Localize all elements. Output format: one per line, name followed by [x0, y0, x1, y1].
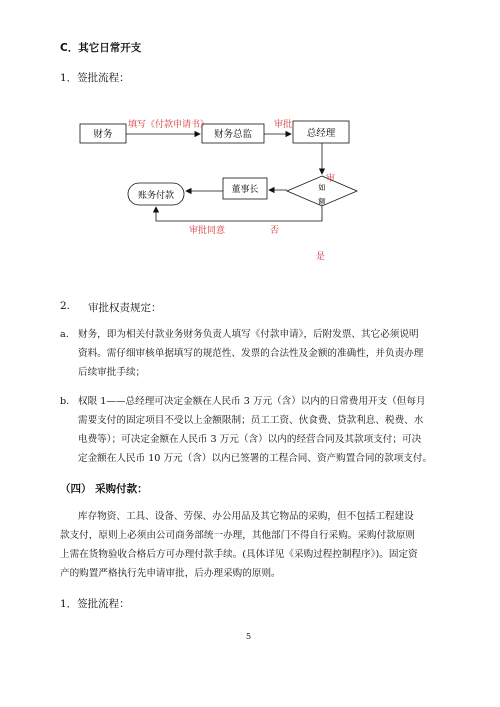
label-no: 否	[270, 226, 280, 236]
label-approve: 审批	[274, 120, 293, 130]
arrow-decision-pay	[156, 206, 322, 221]
para-b-line-1: 权限 1——总经理可决定金额在人民币 3 万元（含）以内的日常费用开支（但每月	[78, 396, 426, 407]
approval-flow-diagram	[0, 0, 500, 270]
sec2-number: 2.	[60, 300, 71, 312]
sec2-title: 审批权责规定：	[88, 302, 162, 314]
node-pay-label: 账务付款	[137, 191, 175, 201]
para-b-line-3: 电费等）；可决定金额在人民币 3 万元（含）以内的经营合同及其款项支付；可决	[78, 434, 422, 445]
page-number: 5	[246, 632, 252, 641]
para-a-line-3: 后续审批手续；	[78, 367, 146, 378]
para-b-marker: b.	[60, 396, 70, 407]
node-chairman-label: 董事长	[231, 185, 259, 195]
para-a-marker: a.	[60, 329, 69, 340]
para-a-line-1: 财务，即为相关付款业务财务负责人填写《付款申请》，后附发票、其它必须说明	[78, 329, 419, 340]
node-manager-label: 总经理	[306, 128, 336, 139]
flow-title-2: 1．签批流程：	[60, 598, 130, 610]
purchase-line-3: 上需在货物验收合格后方可办理付款手续。(具体详见《采购过程控制程序》)。固定资	[60, 549, 418, 560]
label-yes: 是	[316, 252, 326, 262]
decision-label-top: 如	[318, 183, 326, 192]
node-finance-label: 财务	[93, 129, 113, 140]
label-review: 审	[326, 174, 336, 184]
purchase-line-2: 款支付，原则上必须由公司商务部统一办理，其他部门不得自行采购。采购付款原则	[60, 530, 415, 541]
purchase-line-1: 库存物资、工具、设备、劳保、办公用品及其它物品的采购，但不包括工程建设	[78, 511, 414, 522]
para-b-line-4: 定金额在人民币 10 万元（含）以内已签署的工程合同、资产购置合同的款项支付。	[78, 453, 433, 464]
para-a-line-2: 资料。需仔细审核单据填写的规范性、发票的合法性及金额的准确性，并负责办理	[78, 348, 424, 359]
para-b-line-2: 需要支付的固定项目不受以上金额限制；员工工资、伙食费、贷款利息、税费、水	[78, 415, 424, 426]
decision-label-bottom: 额	[318, 197, 326, 206]
label-fill-form: 填写《付款申请书》	[128, 120, 210, 130]
purchase-line-4: 产的购置严格执行先申请审批，后办理采购的原则。	[60, 568, 281, 579]
node-director-label: 财务总监	[213, 129, 253, 140]
section4-heading: （四） 采购付款：	[60, 483, 148, 495]
section-c-heading: C．其它日常开支	[60, 42, 142, 54]
label-agree: 审批同意	[189, 226, 226, 236]
flow-title-1: 1．签批流程：	[60, 72, 130, 84]
